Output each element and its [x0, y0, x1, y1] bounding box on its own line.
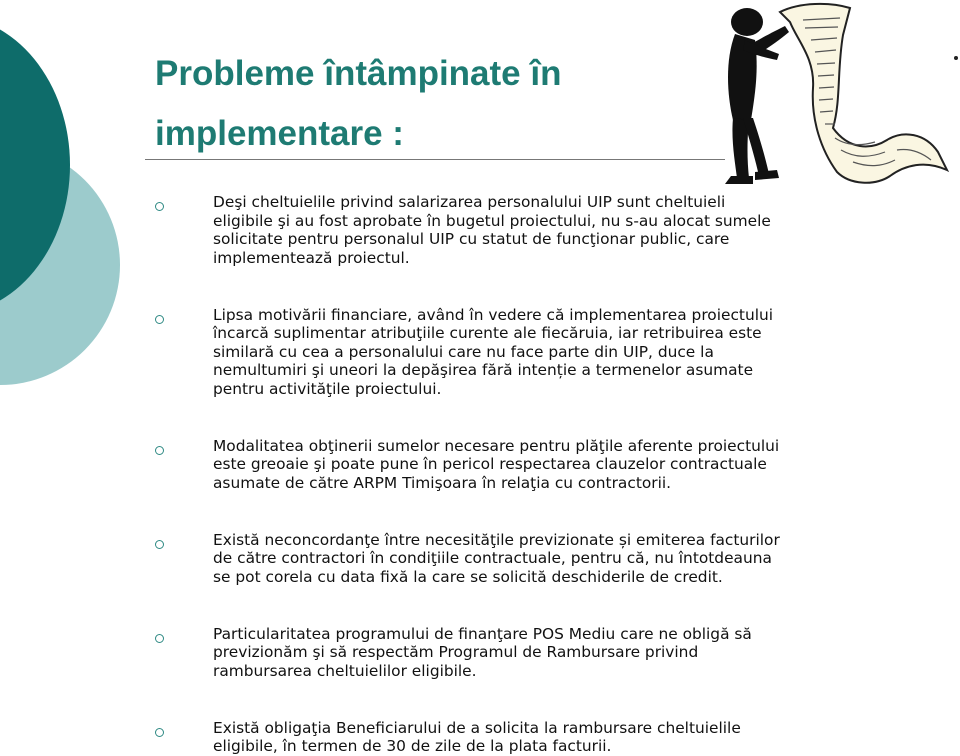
person-reading-long-scroll-icon: [725, 0, 960, 190]
left-decoration: [0, 0, 120, 720]
bullet-line: eligibile, în termen de 30 de zile de la plata facturii.: [213, 737, 612, 755]
bullet-text: [213, 719, 915, 756]
slide-title: [155, 44, 715, 164]
bullet-circle-icon: [155, 728, 164, 737]
bullet-line: Particularitatea programului de finanţare POS Mediu care ne obligă să: [213, 624, 752, 643]
bullet-line: implementează proiectul.: [213, 248, 410, 267]
title-divider: [145, 159, 725, 160]
bullet-line: Lipsa motivării financiare, având în vedere că implementarea proiectului: [213, 305, 774, 324]
bullet-line: eligibile şi au fost aprobate în bugetul proiectului, nu s-au alocat sumele: [213, 211, 771, 230]
bullet-text: [213, 437, 915, 493]
bullet-circle-icon: [155, 540, 164, 549]
bullet-item: [155, 719, 915, 756]
bullet-line: asumate de către ARPM Timişoara în relaţia cu contractorii.: [213, 473, 672, 492]
bullet-item: [155, 437, 915, 493]
bullet-line: Există neconcordanţe între necesităţile previzionate și emiterea facturilor: [213, 530, 780, 549]
bullet-circle-icon: [155, 634, 164, 643]
bullet-line: Deşi cheltuielile privind salarizarea personalului UIP sunt cheltuieli: [213, 193, 726, 211]
bullet-line: Modalitatea obţinerii sumelor necesare pentru plăţile aferente proiectului: [213, 436, 780, 455]
bullet-line: Există obligaţia Beneficiarului de a solicita la rambursare cheltuielile: [213, 718, 741, 737]
bullet-text: [213, 193, 915, 267]
bullet-text: [213, 306, 915, 399]
bullet-text: [213, 531, 915, 587]
bullet-line: similară cu cea a personalului care nu face parte din UIP, duce la: [213, 342, 714, 361]
bullet-line: pentru activităţile proiectului.: [213, 379, 442, 398]
bullet-text: [213, 625, 915, 681]
slide-title-line-2: implementare :: [155, 114, 404, 153]
bullet-item: [155, 193, 915, 267]
bullet-line: solicitate pentru personalul UIP cu statut de funcţionar public, care: [213, 230, 730, 248]
bullet-line: de către contractori în condiţiile contractuale, pentru că, nu întotdeauna: [213, 549, 772, 567]
bullet-circle-icon: [155, 315, 164, 324]
bullet-item: [155, 531, 915, 587]
slide-title-line-1: Probleme întâmpinate în: [155, 54, 562, 93]
bullet-line: rambursarea cheltuielilor eligibile.: [213, 661, 477, 680]
bullet-circle-icon: [155, 202, 164, 211]
bullet-line: nemultumiri şi uneori la depăşirea fără intenție a termenelor asumate: [213, 361, 754, 379]
bullet-item: [155, 625, 915, 681]
bullet-line: se pot corela cu data fixă la care se solicită deschiderile de credit.: [213, 567, 723, 586]
bullet-item: [155, 306, 915, 399]
edge-dot: [954, 56, 958, 60]
bullet-list: [155, 193, 915, 756]
bullet-circle-icon: [155, 446, 164, 455]
bullet-line: este greoaie şi poate pune în pericol respectarea clauzelor contractuale: [213, 455, 767, 473]
bullet-line: previzionăm şi să respectăm Programul de Rambursare privind: [213, 643, 699, 661]
bullet-line: încarcă suplimentar atribuţiile curente ale fiecăruia, iar retribuirea este: [213, 324, 762, 342]
